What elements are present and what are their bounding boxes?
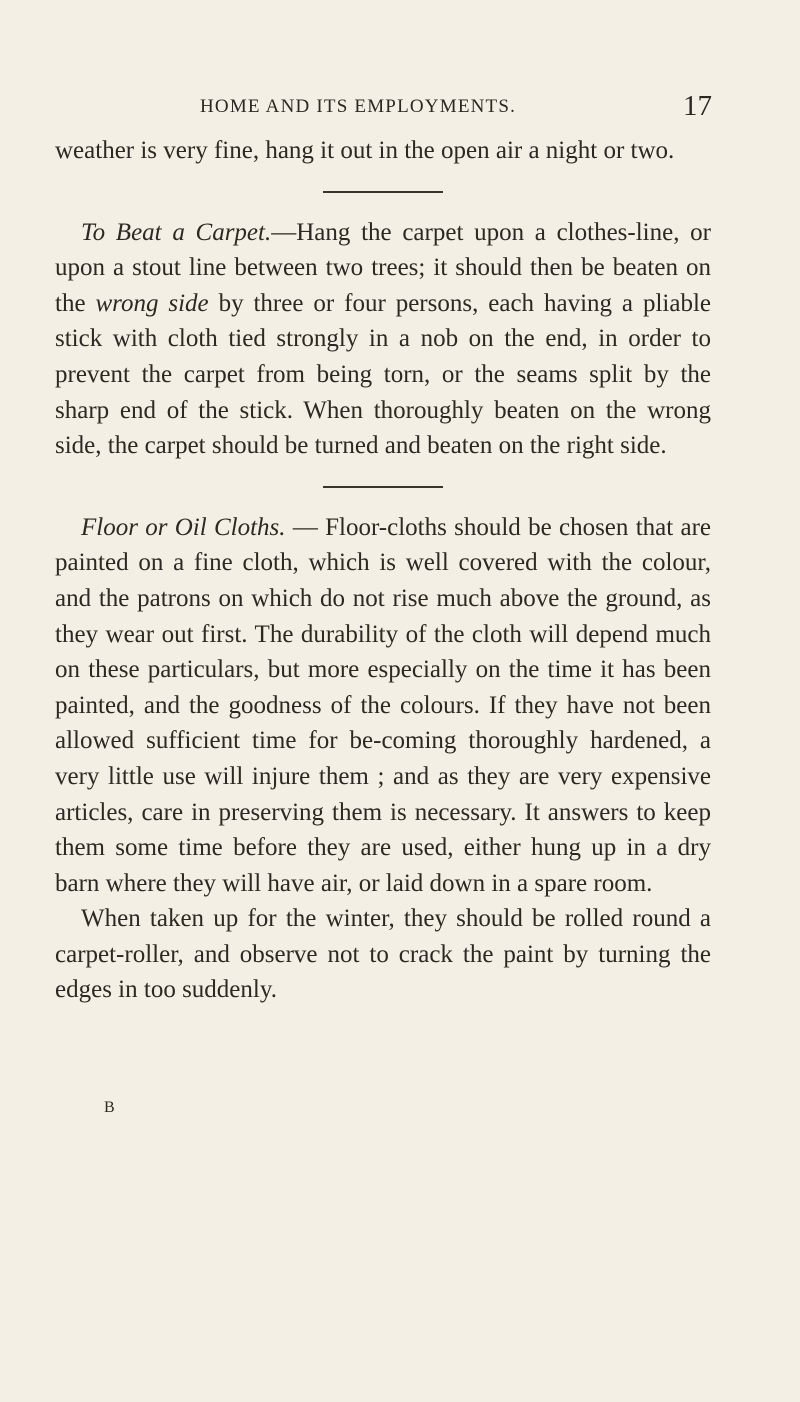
section-divider <box>323 486 443 488</box>
paragraph-floor-cloths <box>55 510 711 902</box>
paragraph-text: —Hang the carpet upon a clothes-line, or upon a stout line between two trees; it should then be beaten on the <box>55 218 711 317</box>
page-header <box>200 90 712 128</box>
emphasis-text: wrong side <box>95 289 209 317</box>
paragraph-text: — Floor-cloths should be chosen that are painted on a fine cloth, which is well covered with the colour, and the patrons on which do not rise much above the ground, as they wear out first. The durability of the cloth will depend much on these particulars, but more especially on the time it has been painted, and the goodness of the colours. If they have not been allowed sufficient time for be-coming thoroughly hardened, a very little use will injure them ; and as they are very expensive articles, care in preserving them is necessary. It answers to keep them some time before they are used, either hung up in a dry barn where they will have air, or laid down in a spare room. <box>55 513 711 897</box>
section-heading-beat-carpet: To Beat a Carpet. <box>81 218 272 246</box>
paragraph-beat-carpet <box>55 215 711 464</box>
paragraph-continuation: weather is very fine, hang it out in the open air a night or two. <box>55 137 675 164</box>
page-number: 17 <box>683 90 712 122</box>
section-divider <box>323 191 443 193</box>
paragraph-text: by three or four persons, each having a pliable stick with cloth tied strongly in a nob on the end, in order to prevent the carpet from being torn, or the seams split by the sharp end of the stick. When thoroughly beaten on the wrong side, the carpet should be turned and beaten on the right side. <box>55 289 711 460</box>
paragraph-winter: When taken up for the winter, they should be rolled round a carpet-roller, and observe not to crack the paint by turning the edges in too suddenly. <box>55 905 711 1004</box>
signature-mark: B <box>104 1099 116 1116</box>
body-text <box>55 133 711 1008</box>
running-head: HOME AND ITS EMPLOYMENTS. <box>200 96 517 117</box>
section-heading-floor-cloths: Floor or Oil Cloths. <box>81 513 286 541</box>
